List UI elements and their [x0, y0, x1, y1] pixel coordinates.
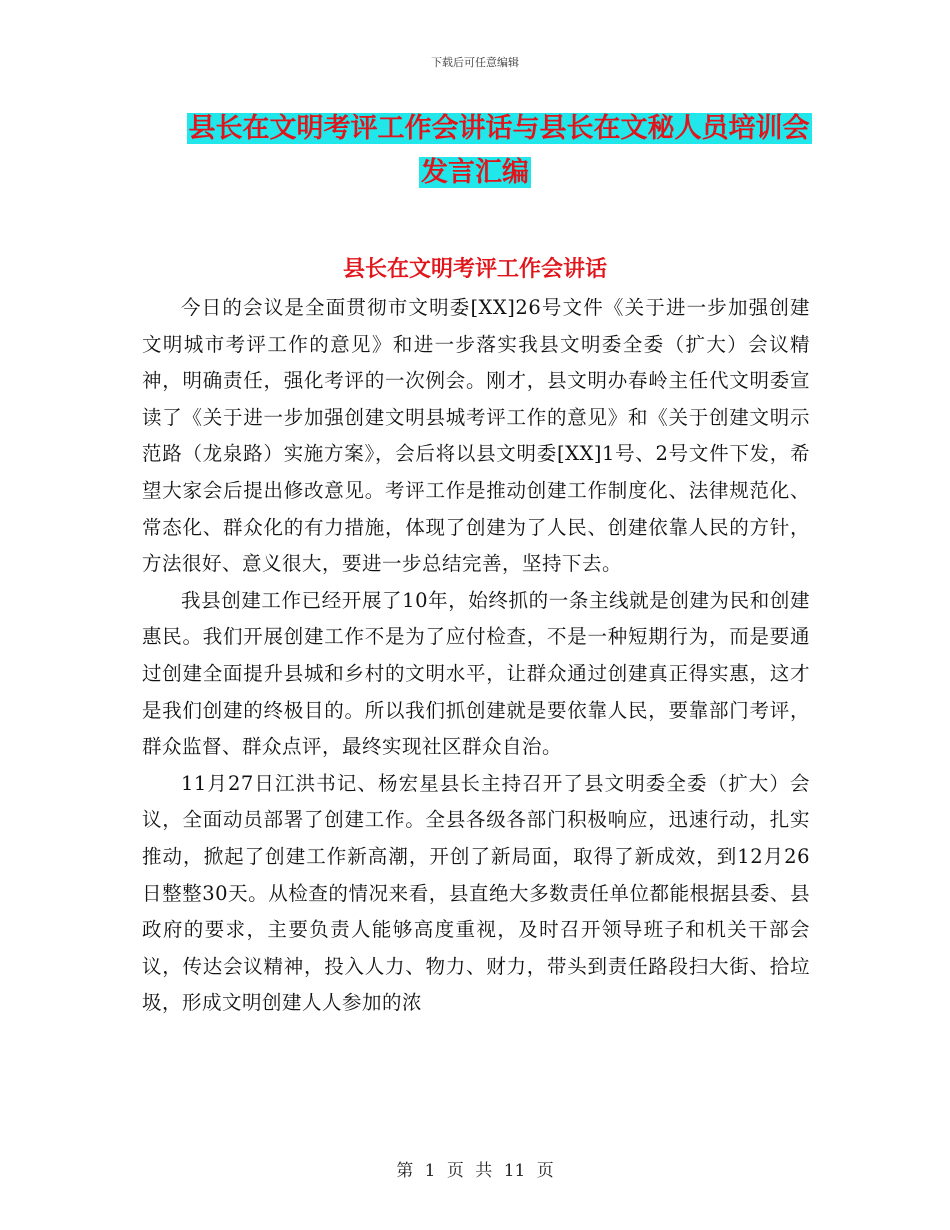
document-title-line-1	[24, 110, 950, 148]
title-highlight-2: 发言汇编	[421, 157, 529, 188]
document-body	[142, 290, 810, 1022]
header-note: 下载后可任意编辑	[431, 56, 519, 69]
paragraph: 11月27日江洪书记、杨宏星县长主持召开了县文明委全委（扩大）会议，全面动员部署了创建工作。全县各级各部门积极响应，迅速行动，扎实推动，掀起了创建工作新高潮，开创了新局面，取得了新成效，到12月26日整整30天。从检查的情况来看，县直绝大多数责任单位都能根据县委、县政府的要求，主要负责人能够高度重视，及时召开领导班子和机关干部会议，传达会议精神，投入人力、物力、财力，带头到责任路段扫大街、拾垃圾，形成文明创建人人参加的浓	[142, 771, 810, 1015]
document-title-line-2	[0, 154, 950, 192]
title-highlight-1: 县长在文明考评工作会讲话与县长在文秘人员培训会	[188, 113, 810, 144]
section-title: 县长在文明考评工作会讲话	[342, 257, 607, 282]
paragraph: 今日的会议是全面贯彻市文明委[XX]26号文件《关于进一步加强创建文明城市考评工作的意见》和进一步落实我县文明委全委（扩大）会议精神，明确责任，强化考评的一次例会。刚才，县文明办春岭主任代文明委宣读了《关于进一步加强创建文明县城考评工作的意见》和《关于创建文明示范路（龙泉路）实施方案》，会后将以县文明委[XX]1号、2号文件下发，希望大家会后提出修改意见。考评工作是推动创建工作制度化、法律规范化、常态化、群众化的有力措施，体现了创建为了人民、创建依靠人民的方针，方法很好、意义很大，要进一步总结完善，坚持下去。	[142, 296, 810, 576]
paragraph: 我县创建工作已经开展了10年，始终抓的一条主线就是创建为民和创建惠民。我们开展创建工作不是为了应付检查，不是一种短期行为，而是要通过创建全面提升县城和乡村的文明水平，让群众通过创建真正得实惠，这才是我们创建的终极目的。所以我们抓创建就是要依靠人民，要靠部门考评，群众监督、群众点评，最终实现社区群众自治。	[142, 588, 810, 759]
page-footer: 第 1 页 共 11 页	[396, 1161, 554, 1181]
